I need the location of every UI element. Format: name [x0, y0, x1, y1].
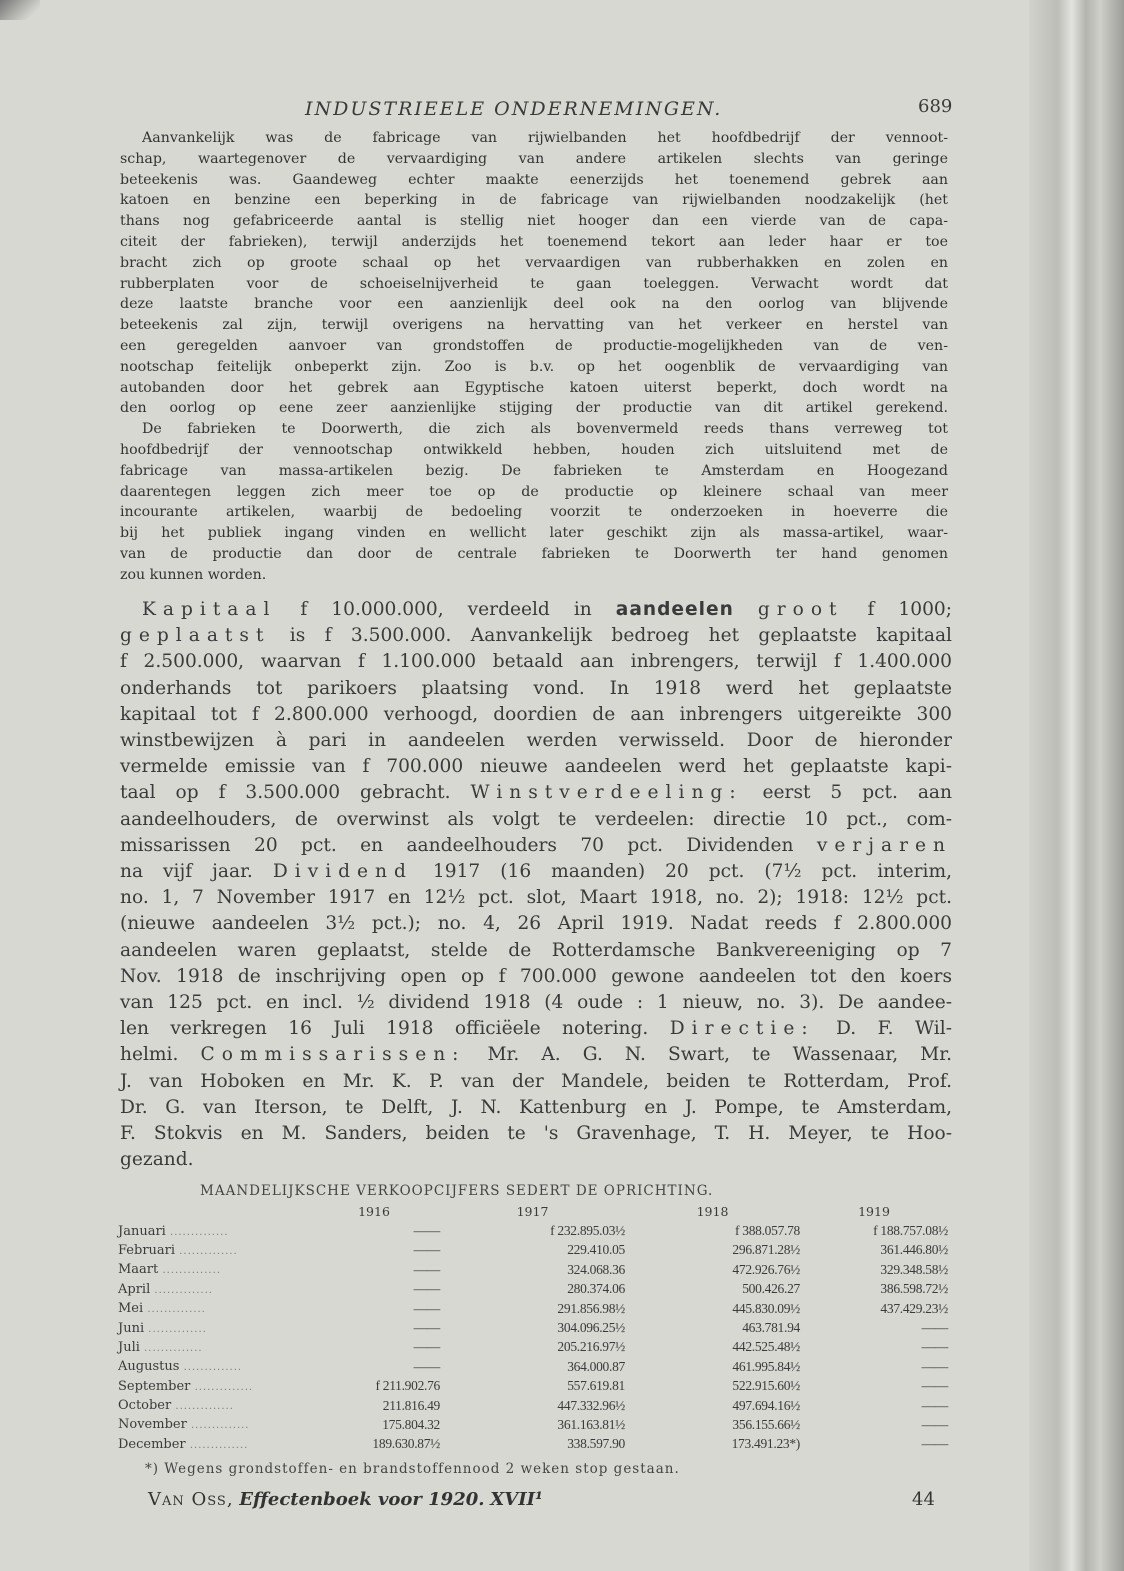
text-line	[120, 253, 948, 274]
text-line	[120, 1147, 952, 1173]
sales-value: ——	[413, 1358, 440, 1374]
text-line	[120, 128, 948, 149]
text-segment: f 10.000.000, verdeeld in	[276, 599, 616, 620]
table-row	[118, 1260, 948, 1279]
text-line	[120, 294, 948, 315]
text-line	[120, 649, 952, 675]
month-label: November	[118, 1417, 187, 1433]
text-segment: schap, waartegenover de vervaardiging van andere artikelen slechts van geringe	[120, 150, 948, 167]
text-line	[120, 149, 948, 170]
text-segment: fabricage van massa-artikelen bezig. De fabrieken te Amsterdam en Hoogezand	[120, 462, 948, 479]
month-label: Mei	[118, 1301, 144, 1317]
sales-value: 189.630.87½	[372, 1436, 440, 1452]
sales-value: 229.410.05	[567, 1242, 625, 1258]
text-segment: missarissen 20 pct. en aandeelhouders 70 pct. Dividenden	[120, 834, 817, 856]
sales-value: ——	[413, 1320, 440, 1336]
text-segment: F. Stokvis en M. Sanders, beiden te 's Gravenhage, T. H. Meyer, te Hoo-	[120, 1123, 952, 1145]
text-segment: Nov. 1918 de inschrijving open op f 700.000 gewone aandeelen tot den koers	[120, 965, 952, 987]
table-row	[118, 1280, 948, 1299]
text-segment: helmi.	[120, 1044, 201, 1066]
month-label: October	[118, 1398, 172, 1414]
leader-dots: ..............	[186, 1420, 250, 1432]
text-segment: no. 1, 7 November 1917 en 12½ pct. slot, Maart 1918, no. 2); 1918: 12½ pct.	[120, 887, 952, 909]
text-segment: vermelde emissie van f 700.000 nieuwe aandeelen werd het geplaatste kapi-	[120, 756, 952, 778]
emphasized-text: Directie:	[669, 1018, 815, 1040]
table-row	[118, 1318, 948, 1337]
paragraph-capital	[120, 597, 952, 1173]
text-segment: nootschap feitelijk onbeperkt zijn. Zoo is b.v. op het oogenblik de vervaardiging van	[120, 358, 948, 375]
text-line	[120, 702, 952, 728]
book-spine-edge	[1029, 0, 1124, 1571]
text-line	[120, 315, 948, 336]
text-segment: De fabrieken te Doorwerth, die zich als bovenvermeld reeds thans verreweg tot	[142, 421, 948, 438]
table-row	[118, 1221, 948, 1240]
sales-value: 291.856.98½	[557, 1300, 625, 1316]
sales-value: ——	[921, 1436, 948, 1452]
text-line	[120, 938, 952, 964]
running-title: INDUSTRIEELE ONDERNEMINGEN.	[305, 98, 723, 120]
leader-dots: ..............	[175, 1245, 238, 1257]
sales-value: ——	[413, 1242, 440, 1258]
table-row	[118, 1299, 948, 1318]
text-line	[120, 859, 952, 885]
emphasized-text: groot	[757, 599, 844, 620]
text-segment: daarentegen leggen zich meer toe op de productie op kleinere schaal van meer	[120, 483, 948, 500]
emphasized-text: Winstverdeeling:	[470, 782, 743, 804]
text-line	[120, 544, 948, 565]
month-label: Juni	[118, 1320, 145, 1336]
text-segment: J. van Hoboken en Mr. K. P. van der Mandele, beiden te Rotterdam, Prof.	[120, 1070, 952, 1092]
text-line	[120, 419, 948, 440]
month-label: April	[118, 1281, 151, 1297]
sales-value: 557.619.81	[567, 1378, 625, 1394]
sales-value: ——	[413, 1223, 440, 1239]
text-line	[120, 502, 948, 523]
text-segment: f 1000;	[843, 599, 952, 620]
sales-value: f 388.057.78	[734, 1223, 800, 1239]
month-label: December	[118, 1436, 186, 1452]
text-segment: is f 3.500.000. Aanvankelijk bedroeg het geplaatste kapitaal	[270, 625, 952, 647]
text-segment: winstbewijzen à pari in aandeelen werden verwisseld. Door de hieronder	[120, 730, 952, 752]
sales-value: 437.429.23½	[880, 1300, 948, 1316]
footer-volume: XVII¹	[490, 1489, 543, 1510]
text-line	[120, 378, 948, 399]
paragraph-business	[120, 128, 948, 586]
text-line	[120, 1095, 952, 1121]
sales-value: 361.163.81½	[557, 1416, 625, 1432]
sales-value: 175.804.32	[382, 1416, 440, 1432]
text-segment: bracht zich op groote schaal op het vervaardigen van rubberhakken en zolen en	[120, 254, 948, 271]
text-segment: eerst 5 pct. aan	[742, 782, 952, 804]
text-segment: (nieuwe aandeelen 3½ pct.); no. 4, 26 April 1919. Nadat reeds f 2.800.000	[120, 913, 952, 935]
sales-value: ——	[921, 1416, 948, 1432]
text-segment: den oorlog op eene zeer aanzienlijke stijging der productie van dit artikel gerekend.	[120, 400, 948, 417]
scan-corner-shadow	[0, 0, 40, 20]
text-line	[120, 190, 948, 211]
text-line	[120, 833, 952, 859]
sales-value: 324.068.36	[567, 1261, 625, 1277]
sales-value: 461.995.84½	[732, 1358, 800, 1374]
leader-dots: ..............	[139, 1342, 203, 1354]
text-segment: rubberplaten voor de schoeiselnijverheid te gaan toeleggen. Verwacht wordt dat	[120, 275, 948, 292]
sales-value: 356.155.66½	[732, 1416, 800, 1432]
text-segment: Dr. G. van Iterson, te Delft, J. N. Kattenburg en J. Pompe, te Amsterdam,	[120, 1096, 952, 1118]
leader-dots: ..............	[165, 1226, 229, 1238]
text-line	[120, 523, 948, 544]
sales-value: 296.871.28½	[732, 1242, 800, 1258]
text-segment: bij het publiek ingang vinden en wellicht later geschikt zijn als massa-artikel, waar-	[120, 525, 948, 542]
text-line	[120, 170, 948, 191]
text-segment: kapitaal tot f 2.800.000 verhoogd, doordien de aan inbrengers uitgereikte 300	[120, 703, 952, 725]
sales-value: 497.694.16½	[732, 1397, 800, 1413]
text-segment: onderhands tot parikoers plaatsing vond. In 1918 werd het geplaatste	[120, 677, 952, 699]
table-header-row	[118, 1202, 948, 1221]
sales-value: ——	[413, 1281, 440, 1297]
text-line	[120, 807, 952, 833]
text-line	[120, 885, 952, 911]
text-segment: beteekenis was. Gaandeweg echter maakte eenerzijds het toenemend gebrek aan	[120, 171, 948, 188]
sales-value: 447.332.96½	[557, 1397, 625, 1413]
table-title: MAANDELIJKSCHE VERKOOPCIJFERS SEDERT DE OPRICHTING.	[200, 1183, 714, 1199]
leader-dots: ..............	[144, 1323, 207, 1335]
text-segment: aandeelen waren geplaatst, stelde de Rotterdamsche Bankvereeniging op 7	[120, 939, 952, 961]
sales-value: ——	[921, 1397, 948, 1413]
sales-value: 364.000.87	[567, 1358, 625, 1374]
table-footnote: *) Wegens grondstoffen- en brandstoffennood 2 weken stop gestaan.	[145, 1461, 680, 1477]
sales-value: ——	[921, 1358, 948, 1374]
text-segment: incourante artikelen, waarbij de bedoeling voorzit te onderzoeken in hoeverre die	[120, 504, 948, 521]
text-segment: van 125 pct. en incl. ½ dividend 1918 (4 oude : 1 nieuw, no. 3). De aandee-	[120, 992, 952, 1014]
page-footer	[148, 1489, 543, 1510]
page-number: 689	[918, 96, 953, 117]
sales-value: ——	[413, 1339, 440, 1355]
column-header: 1918	[696, 1204, 729, 1220]
footer-author: Van Oss,	[148, 1489, 234, 1510]
sales-value: 386.598.72½	[880, 1281, 948, 1297]
table-row	[118, 1241, 948, 1260]
text-line	[120, 728, 952, 754]
text-line	[120, 1069, 952, 1095]
column-header: 1916	[358, 1204, 390, 1220]
sales-value: 304.096.25½	[557, 1320, 625, 1336]
sales-table	[118, 1202, 948, 1454]
month-label: Juli	[118, 1339, 140, 1355]
text-segment: f 2.500.000, waarvan f 1.100.000 betaald aan inbrengers, terwijl f 1.400.000	[120, 651, 952, 673]
text-segment: thans nog gefabriceerde aantal is stellig niet hooger dan een vierde van de capa-	[120, 213, 948, 230]
sales-value: 211.816.49	[382, 1397, 440, 1413]
sales-value: f 232.895.03½	[550, 1223, 625, 1239]
text-line	[120, 1121, 952, 1147]
text-segment: 1917 (16 maanden) 20 pct. (7½ pct. interim,	[412, 861, 952, 883]
text-segment: aandeelhouders, de overwinst als volgt te verdeelen: directie 10 pct., com-	[120, 808, 952, 830]
text-line	[120, 232, 948, 253]
emphasized-text: verjaren	[816, 834, 952, 856]
leader-dots: ..............	[179, 1362, 243, 1374]
text-segment	[734, 599, 758, 620]
text-line	[120, 597, 952, 623]
sales-value: ——	[413, 1300, 440, 1316]
emphasized-text: Commissarissen:	[200, 1044, 466, 1066]
text-segment: autobanden door het gebrek aan Egyptische katoen uiterst beperkt, doch wordt na	[120, 379, 948, 396]
sales-value: ——	[921, 1320, 948, 1336]
sales-value: 329.348.58½	[880, 1261, 948, 1277]
month-label: Januari	[118, 1223, 166, 1239]
text-line	[120, 676, 952, 702]
sales-value: 463.781.94	[742, 1320, 800, 1336]
emphasized-text: geplaatst	[120, 625, 271, 647]
text-segment: hoofdbedrijf der vennootschap ontwikkeld hebben, houden zich uitsluitend met de	[120, 441, 948, 458]
text-line	[120, 482, 948, 503]
leader-dots: ..............	[185, 1439, 249, 1451]
text-line	[120, 440, 948, 461]
sales-value: 445.830.09½	[732, 1300, 800, 1316]
emphasized-text: Kapitaal	[142, 599, 277, 620]
text-line	[120, 274, 948, 295]
sales-value: ——	[921, 1339, 948, 1355]
text-line	[120, 623, 952, 649]
text-line	[120, 1016, 952, 1042]
text-segment: gezand.	[120, 1149, 194, 1171]
sales-value: 472.926.76½	[732, 1261, 800, 1277]
text-segment: zou kunnen worden.	[120, 566, 267, 583]
text-line	[120, 754, 952, 780]
text-segment: katoen en benzine een beperking in de fabricage van rijwielbanden noodzakelijk (het	[120, 192, 948, 209]
sales-value: 280.374.06	[567, 1281, 625, 1297]
column-header: 1917	[516, 1204, 549, 1220]
leader-dots: ..............	[150, 1284, 213, 1296]
emphasized-text: aandeelen	[615, 599, 734, 620]
table-row	[118, 1357, 948, 1376]
table-row	[118, 1415, 948, 1434]
text-segment: na vijf jaar.	[120, 861, 273, 883]
sales-value: 338.597.90	[567, 1436, 625, 1452]
sales-value: ——	[921, 1378, 948, 1394]
text-segment: citeit der fabrieken), terwijl anderzijds het toenemend tekort aan leder haar er toe	[120, 233, 948, 250]
sales-value: f 211.902.76	[375, 1378, 440, 1394]
text-line	[120, 990, 952, 1016]
sales-value: f 188.757.08½	[873, 1223, 948, 1239]
column-header: 1919	[858, 1204, 890, 1220]
text-line	[120, 964, 952, 990]
sales-value: 173.491.23*)	[731, 1436, 800, 1452]
text-segment: Mr. A. G. N. Swart, te Wassenaar, Mr.	[465, 1044, 953, 1066]
text-segment: D. F. Wil-	[814, 1018, 952, 1040]
table-row	[118, 1338, 948, 1357]
leader-dots: ..............	[143, 1304, 206, 1316]
text-line	[120, 911, 952, 937]
text-segment: een geregelden aanvoer van grondstoffen de productie-mogelijkheden van de ven-	[120, 337, 948, 354]
sales-value: 442.525.48½	[732, 1339, 800, 1355]
table-row	[118, 1396, 948, 1415]
sales-value: 522.915.60½	[732, 1378, 800, 1394]
footer-book-title: Effectenboek voor 1920.	[239, 1489, 485, 1510]
text-line	[120, 211, 948, 232]
month-label: September	[118, 1378, 191, 1394]
text-line	[120, 357, 948, 378]
sales-value: 500.426.27	[742, 1281, 800, 1297]
text-segment: deze laatste branche voor een aanzienlijk deel ook na den oorlog van blijvende	[120, 296, 948, 313]
text-segment: van de productie dan door de centrale fabrieken te Doorwerth ter hand genomen	[120, 545, 948, 562]
text-line	[120, 780, 952, 806]
month-label: Februari	[118, 1242, 176, 1258]
text-line	[120, 398, 948, 419]
text-line	[120, 1042, 952, 1068]
text-segment: len verkregen 16 Juli 1918 officiëele notering.	[120, 1018, 670, 1040]
table-row	[118, 1435, 948, 1454]
sales-value: ——	[413, 1261, 440, 1277]
text-line	[120, 336, 948, 357]
signature-mark: 44	[912, 1489, 935, 1510]
text-segment: Aanvankelijk was de fabricage van rijwielbanden het hoofdbedrijf der vennoot-	[142, 130, 948, 146]
text-line	[120, 565, 948, 586]
text-line	[120, 461, 948, 482]
text-segment: taal op f 3.500.000 gebracht.	[120, 782, 471, 804]
text-segment: beteekenis zal zijn, terwijl overigens na hervatting van het verkeer en herstel van	[120, 317, 948, 334]
month-label: Maart	[118, 1262, 159, 1278]
leader-dots: ..............	[171, 1401, 234, 1413]
month-label: Augustus	[118, 1359, 180, 1375]
emphasized-text: Dividend	[272, 861, 413, 883]
sales-value: 205.216.97½	[557, 1339, 625, 1355]
leader-dots: ..............	[190, 1381, 254, 1393]
leader-dots: ..............	[158, 1265, 221, 1277]
table-row	[118, 1377, 948, 1396]
sales-value: 361.446.80½	[880, 1242, 948, 1258]
